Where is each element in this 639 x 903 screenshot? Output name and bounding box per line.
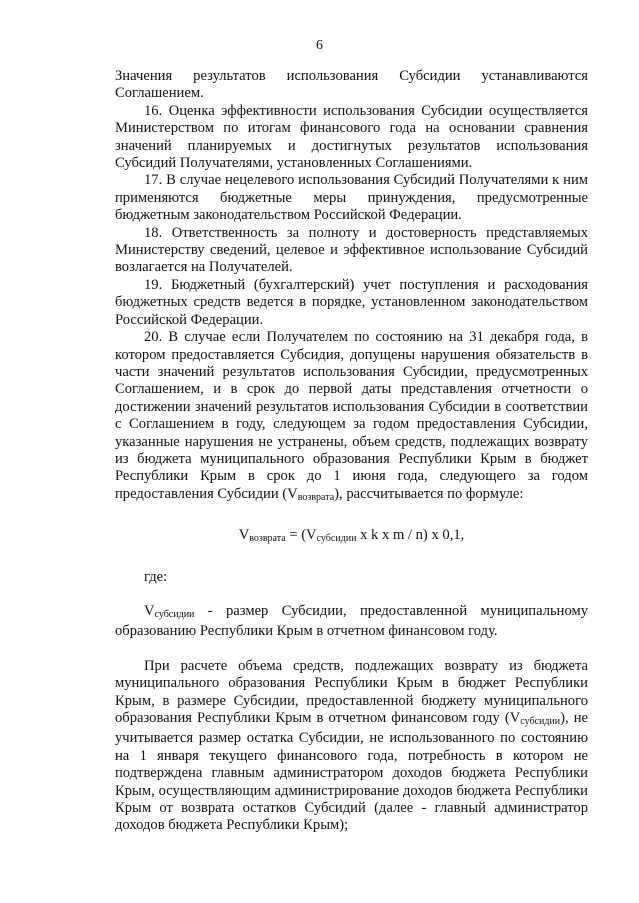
paragraph-calculation: [115, 658, 588, 835]
v-subsidy-text: - размер Субсидии, предоставленной муниципальному образованию Республики Крым в отчетном финансовом году.: [115, 602, 588, 640]
document-body: [115, 68, 588, 835]
refund-formula: [115, 527, 588, 547]
paragraph-calculation-end: ), не учитывается размер остатка Субсидии, не использованного по состоянию на 1 января текущего финансового года, потребность в котором не подтверждена главным администратором доходов бюджета Республики Крым, осуществляющим администрирование доходов бюджета Республики Крым от возврата остатков Субсидий (далее - главный администратор доходов бюджета Республики Крым);: [115, 710, 588, 834]
paragraph-19: 19. Бюджетный (бухгалтерский) учет поступления и расходования бюджетных средств ведется в порядке, установленном законодательством Российской Федерации.: [115, 276, 588, 328]
v-subsidy-definition: [115, 603, 588, 641]
paragraph-results-values: Значения результатов использования Субсидии устанавливаются Соглашением.: [115, 68, 588, 102]
v-subsidy-symbol: V: [144, 602, 155, 619]
formula-rhs-subscript: субсидии: [316, 533, 357, 545]
v-subsidy-subscript: субсидии: [154, 608, 195, 620]
paragraph-20: [115, 329, 588, 506]
paragraph-16: 16. Оценка эффективности использования Субсидии осуществляется Министерством по итогам финансового года на основании сравнения значений планируемых и достигнутых результатов использования Субсидий Получателями, установленных Соглашениями.: [115, 102, 588, 172]
paragraph-20-subscript: возврата: [297, 491, 335, 503]
where-label: где:: [144, 568, 168, 585]
paragraph-20-tail: ), рассчитывается по формуле:: [334, 485, 524, 502]
paragraph-18: 18. Ответственность за полноту и достоверность представляемых Министерству сведений, целевое и эффективное использование Субсидий возлагается на Получателей.: [115, 224, 588, 276]
paragraph-20-text: 20. В случае если Получателем по состоянию на 31 декабря года, в котором предоставляется Субсидия, допущены нарушения обязательств в части значений результатов использования Субсидии, предусмотренных Соглашением, и в срок до первой даты представления отчетности о достижении значений результатов использования Субсидии в соответствии с Соглашением в году, следующем за годом предоставления Субсидии, указанные нарушения не устранены, объем средств, подлежащих возврату из бюджета муниципального образования Республики Крым в бюджет Республики Крым в срок до 1 июня года, следующего за годом предоставления Субсидии (V: [115, 329, 588, 502]
formula-lhs-subscript: возврата: [249, 533, 286, 545]
paragraph-calculation-start: При расчете объема средств, подлежащих возврату из бюджета муниципального образования Республики Крым в бюджет Республики Крым, в размере Субсидии, предоставленной бюджету муниципального образования Республики Крым в отчетном финансовом году (V: [115, 657, 588, 726]
formula-lhs-symbol: V: [238, 527, 250, 544]
paragraph-17: 17. В случае нецелевого использования Субсидий Получателями к ним применяются бюджетные меры принуждения, предусмотренные бюджетным законодательством Российской Федерации.: [115, 172, 588, 224]
paragraph-calculation-subscript: субсидии: [520, 716, 561, 727]
page-number: 6: [316, 38, 323, 53]
formula-rhs-rest: x k x m / n) x 0,1,: [356, 527, 465, 544]
formula-equals-open: = (V: [285, 527, 317, 544]
